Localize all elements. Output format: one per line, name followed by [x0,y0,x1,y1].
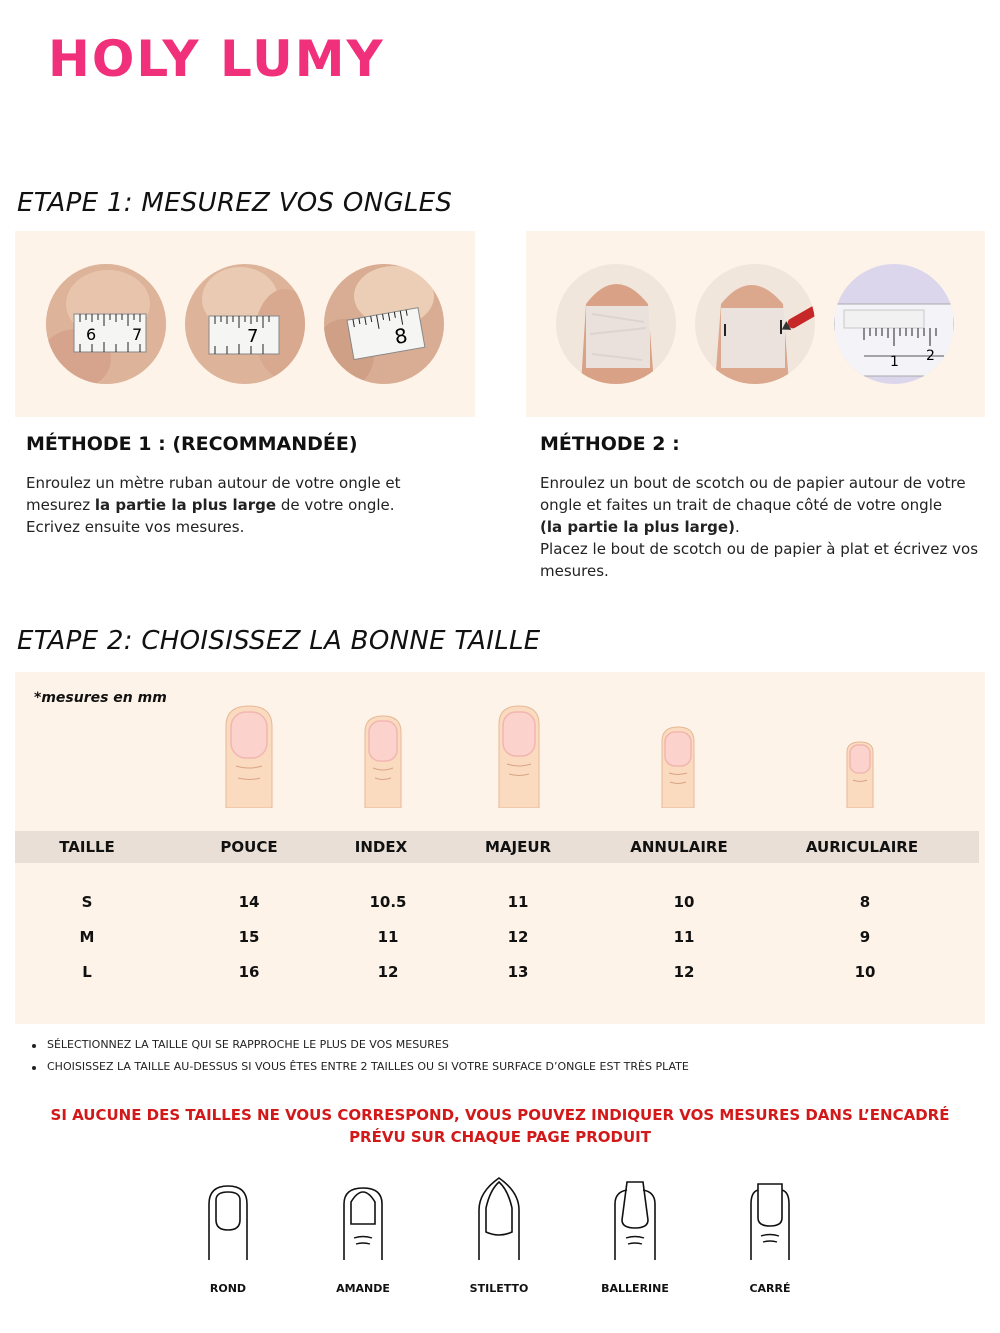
value-cell: 11 [507,893,529,911]
method1-text-bold: la partie la plus large [94,496,277,514]
tape-number: 7 [247,326,259,347]
method2-text-dot: . [734,518,740,536]
method2-text-b: Placez le bout de scotch ou de papier à plat et écrivez vos mesures. [540,540,979,580]
method2-text-a: Enroulez un bout de scotch ou de papier autour de votre ongle et faites un trait de chaque côté de votre ongle [540,474,966,514]
method1-text-a: Enroulez un mètre ruban autour de votre ongle et mesurez [26,474,401,514]
method2-title: MÉTHODE 2 : [540,433,680,455]
value-cell: 16 [238,963,260,981]
pinky-illustration [844,740,876,808]
size-cell: L [82,963,92,981]
shape-label-carre: CARRÉ [749,1282,791,1295]
method1-title: MÉTHODE 1 : (RECOMMANDÉE) [26,433,358,455]
header-pouce: POUCE [220,838,278,856]
ruler-number: 1 [890,354,899,370]
value-cell: 12 [507,928,529,946]
header-majeur: MAJEUR [484,838,552,856]
size-cell: S [81,893,93,911]
brand-logo: HOLY LUMY [48,30,385,88]
ruler-number: 2 [926,348,935,364]
scotch-finger-photo [556,264,676,384]
stiletto-shape-icon [473,1176,525,1260]
method1-text-b: de votre ongle. Ecrivez ensuite vos mesures. [26,496,395,536]
value-cell: 8 [859,893,871,911]
value-cell: 13 [507,963,529,981]
shape-label-stiletto: STILETTO [469,1282,529,1295]
shape-label-ballerine: BALLERINE [601,1282,669,1295]
shape-label-rond: ROND [209,1282,247,1295]
carre-shape-icon [745,1180,795,1260]
tape-measure-photo [46,264,166,384]
ballerine-shape-icon [609,1180,661,1260]
value-cell: 12 [377,963,399,981]
value-cell: 12 [673,963,695,981]
tape-measure-photo [324,264,444,384]
value-cell: 11 [377,928,399,946]
method2-photo-panel [526,231,985,417]
tape-measure-photo [185,264,305,384]
rond-shape-icon [203,1180,253,1260]
thumb-illustration [220,704,278,808]
tape-number: 7 [132,325,143,344]
tape-number: 8 [392,323,410,350]
header-auriculaire: AURICULAIRE [805,838,919,856]
units-note: *mesures en mm [34,690,167,706]
middle-illustration [494,704,544,808]
method2-text-bold: (la partie la plus large) [540,518,735,536]
tape-number: 6 [86,325,97,344]
value-cell: 9 [859,928,871,946]
value-cell: 10 [854,963,876,981]
amande-shape-icon [338,1180,388,1260]
size-cell: M [79,928,95,946]
value-cell: 11 [673,928,695,946]
scotch-marked-photo [695,264,815,384]
value-cell: 10 [673,893,695,911]
warning-line1: SI AUCUNE DES TAILLES NE VOUS CORRESPOND, VOUS POUVEZ INDIQUER VOS MESURES DANS L’ENCADRÉ [50,1106,950,1124]
value-cell: 15 [238,928,260,946]
shape-label-amande: AMANDE [336,1282,390,1295]
method1-text [26,472,426,538]
bullet-icon [32,1066,36,1070]
step2-title: ETAPE 2: CHOISISSEZ LA BONNE TAILLE [17,626,541,656]
step1-title: ETAPE 1: MESUREZ VOS ONGLES [17,188,453,218]
header-index: INDEX [354,838,408,856]
tip-item: CHOISISSEZ LA TAILLE AU-DESSUS SI VOUS ÊTES ENTRE 2 TAILLES OU SI VOTRE SURFACE D’ONGLE EST TRÈS PLATE [47,1060,689,1073]
bullet-icon [32,1044,36,1048]
method2-text [540,472,980,582]
ruler-photo [834,264,954,384]
header-annulaire: ANNULAIRE [630,838,728,856]
index-illustration [361,714,405,808]
value-cell: 10.5 [369,893,407,911]
header-taille: TAILLE [59,838,115,856]
ring-illustration [658,725,698,808]
method1-photo-panel [15,231,475,417]
warning-line2: PRÉVU SUR CHAQUE PAGE PRODUIT [349,1128,651,1146]
value-cell: 14 [238,893,260,911]
tip-item: SÉLECTIONNEZ LA TAILLE QUI SE RAPPROCHE LE PLUS DE VOS MESURES [47,1038,449,1051]
size-warning [0,1104,1000,1148]
